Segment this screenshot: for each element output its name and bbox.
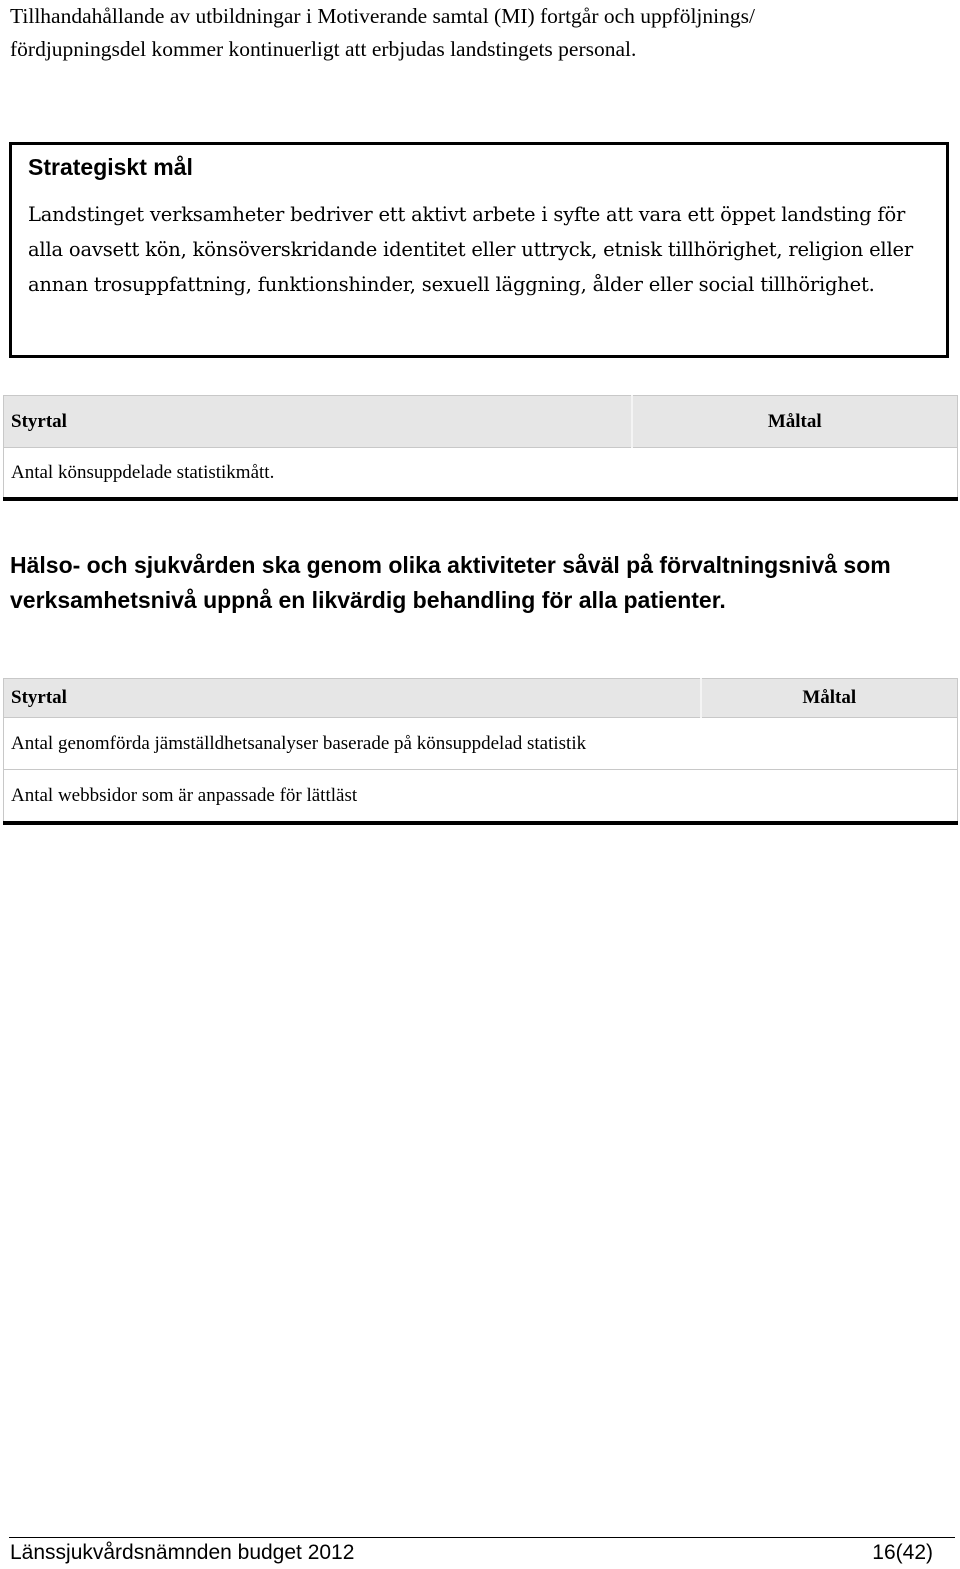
header-styrtal: Styrtal [4,396,632,448]
cell-styrtal: Antal webbsidor som är anpassade för lättläst [4,770,701,824]
strategic-goal-box [9,142,949,358]
footer-document-title: Länssjukvårdsnämnden budget 2012 [10,1541,355,1564]
cell-styrtal: Antal könsuppdelade statistikmått. [4,448,632,500]
header-styrtal: Styrtal [4,679,701,718]
section-heading: Hälso- och sjukvården ska genom olika aktiviteter såväl på förvaltningsnivå som verksamhetsnivå uppnå en likvärdig behandling för alla patienter. [10,552,891,613]
strategic-goal-title: Strategiskt mål [28,154,193,180]
intro-line-2: fördjupningsdel kommer kontinuerligt att erbjudas landstingets personal. [10,37,637,61]
indicator-table-2 [3,678,958,825]
cell-maltal [632,448,958,500]
table-header-row [4,679,958,718]
indicator-table-1 [3,395,958,501]
intro-line-1: Tillhandahållande av utbildningar i Motiverande samtal (MI) fortgår och uppföljnings/ [10,4,755,28]
table-row [4,448,958,500]
cell-styrtal: Antal genomförda jämställdhetsanalyser baserade på könsuppdelad statistik [4,718,701,770]
footer-page-number: 16(42) [872,1541,933,1564]
table-row [4,718,958,770]
footer-divider [9,1537,955,1538]
cell-maltal [701,718,958,770]
strategic-goal-text: Landstinget verksamheter bedriver ett aktivt arbete i syfte att vara ett öppet landsting för alla oavsett kön, könsöverskridande identitet eller uttryck, etnisk tillhörighet, religion eller annan trosuppfattning, funktionshinder, sexuell läggning, ålder eller social tillhörighet. [28,203,913,296]
table-row [4,770,958,824]
header-maltal: Måltal [701,679,958,718]
cell-maltal [701,770,958,824]
intro-paragraph [10,0,950,66]
table-header-row [4,396,958,448]
header-maltal: Måltal [632,396,958,448]
